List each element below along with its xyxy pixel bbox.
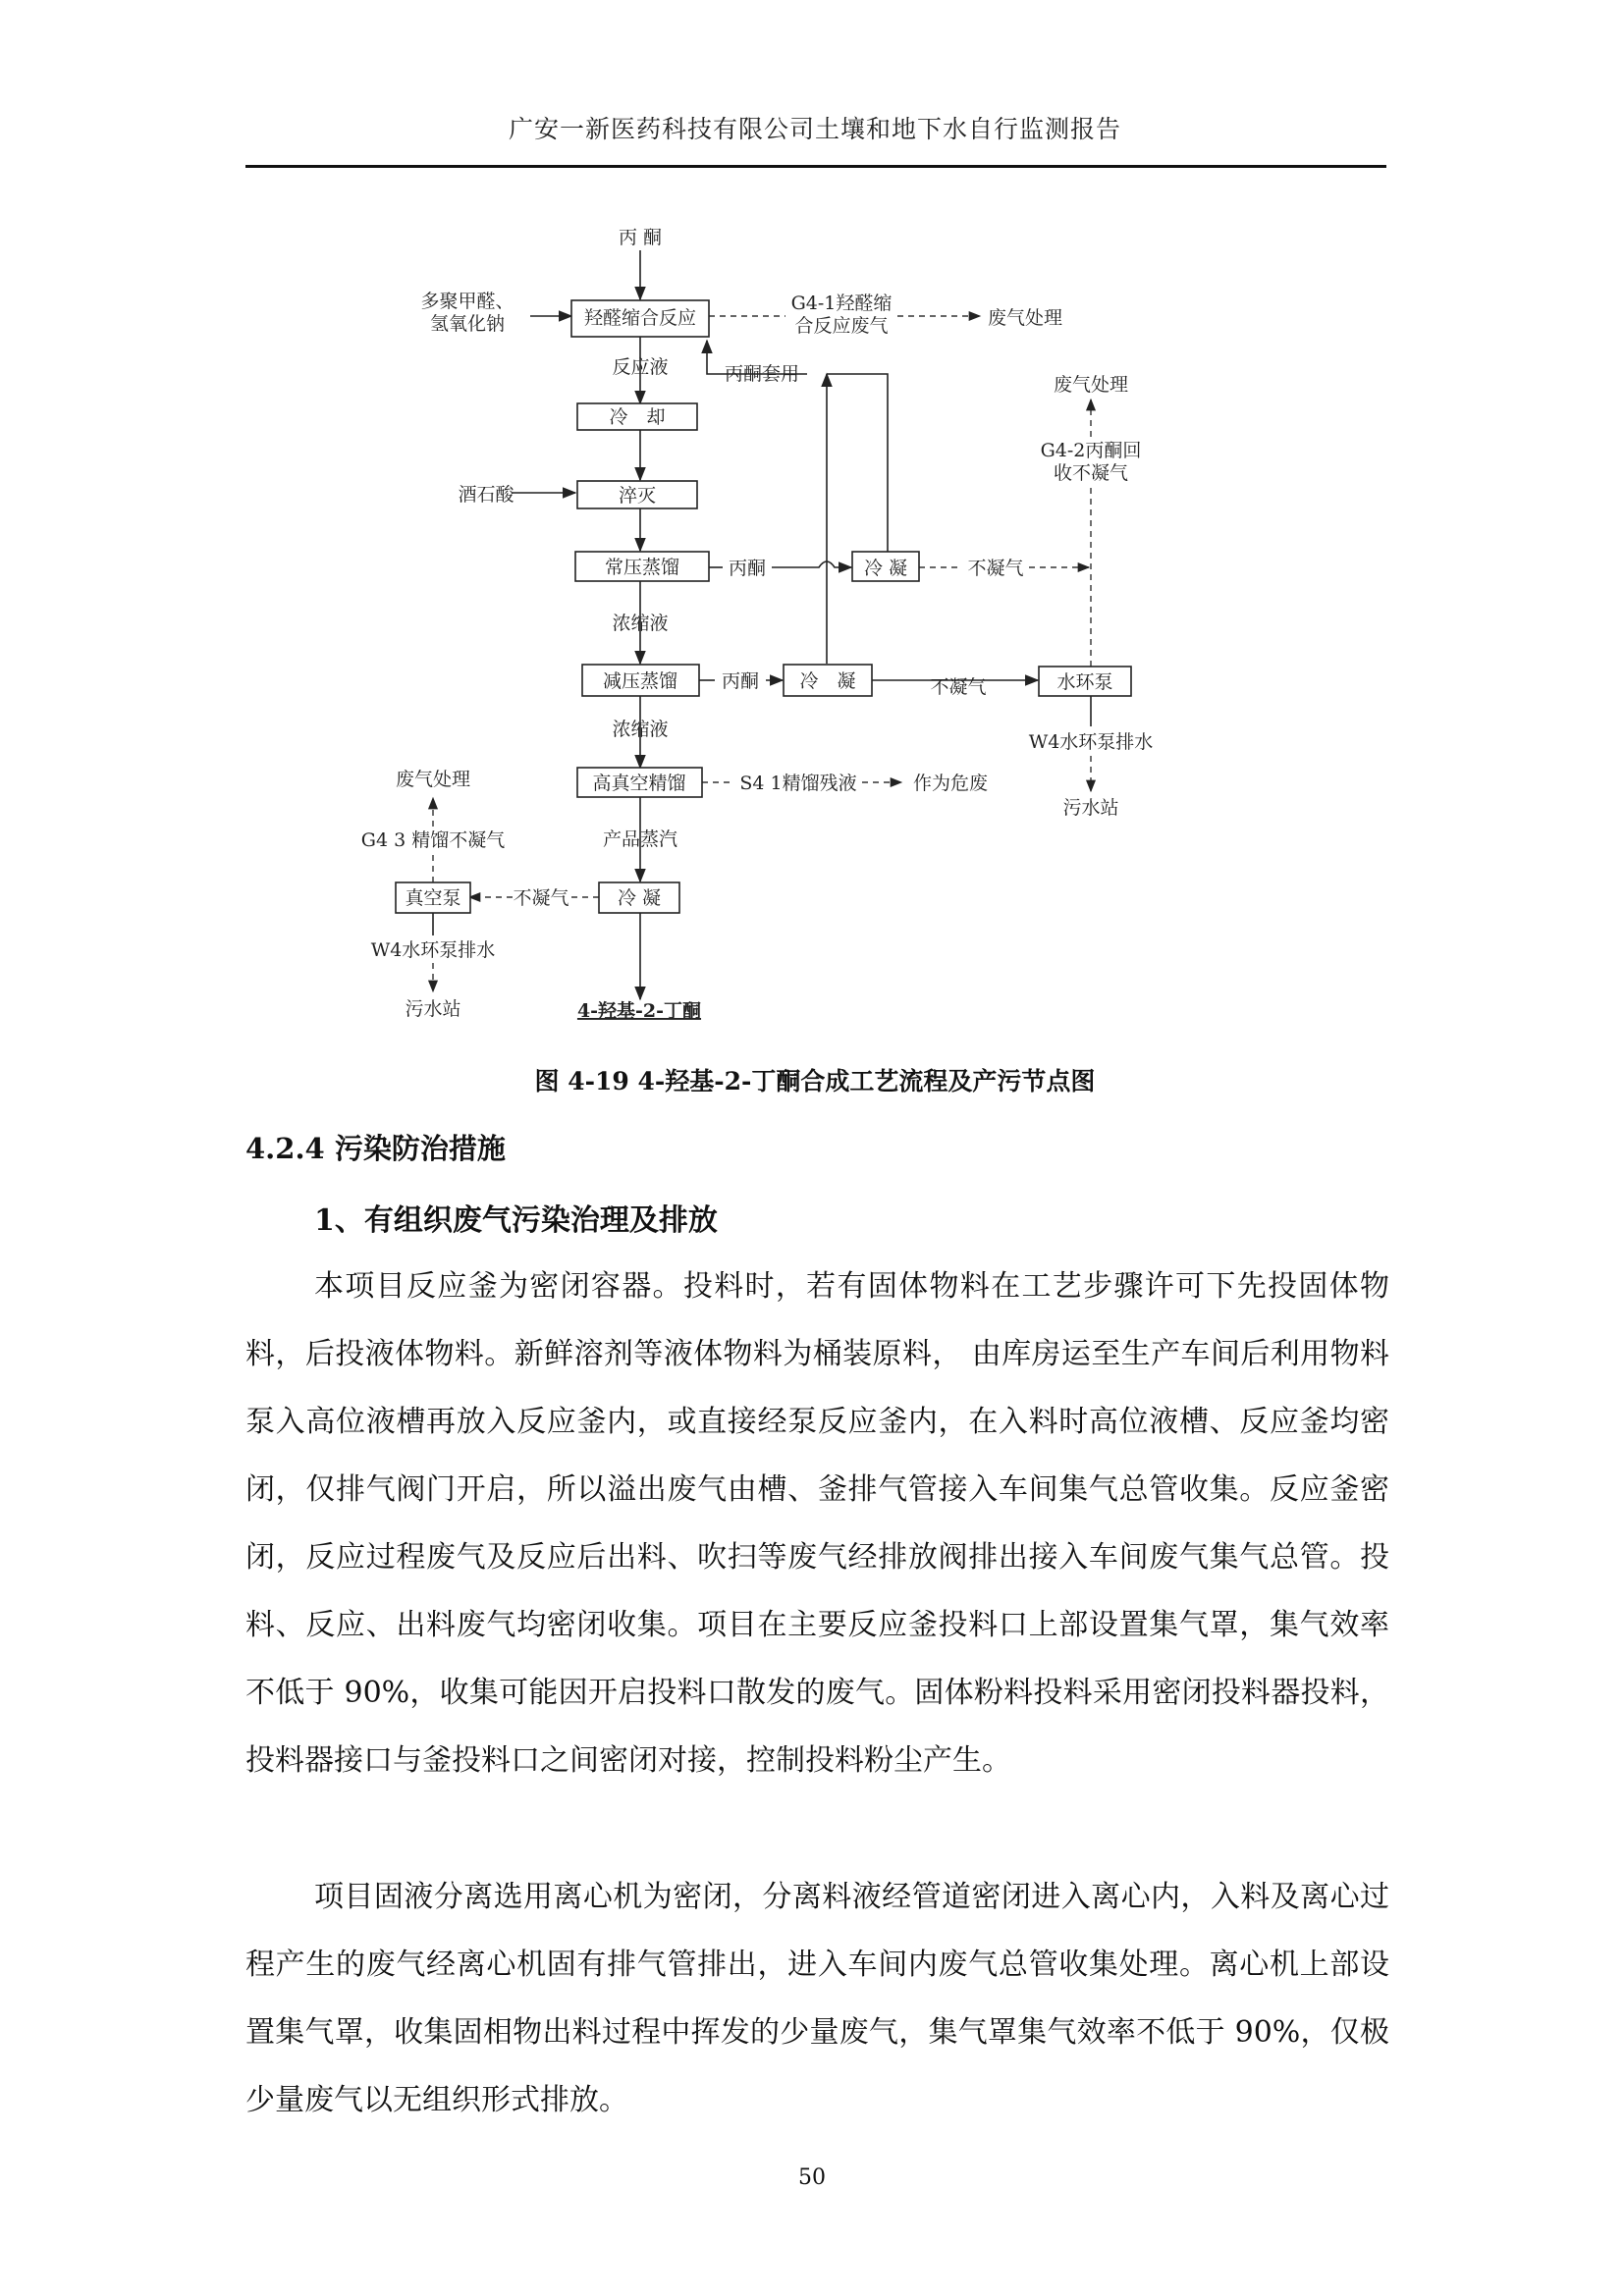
g43-label: G4 3 精馏不凝气 — [360, 829, 506, 851]
acetone-label: 丙酮 — [721, 670, 760, 692]
w4-drain-label: W4水环泵排水 — [1028, 731, 1154, 753]
atm-distillation-label: 常压蒸馏 — [604, 557, 680, 578]
quench-label: 淬灭 — [618, 485, 657, 507]
waste-gas-treatment-label: 废气处理 — [395, 769, 471, 790]
concentrate-label: 浓缩液 — [612, 719, 669, 740]
g41-label: G4-1羟醛缩 — [790, 293, 893, 314]
sewage-station-label: 污水站 — [1062, 797, 1119, 819]
aldol-reaction-label: 羟醛缩合反应 — [583, 307, 697, 329]
tartaric-acid-label: 酒石酸 — [458, 484, 514, 506]
condense-label: 冷 凝 — [617, 887, 662, 909]
hazardous-waste-label: 作为危废 — [912, 773, 989, 794]
final-product-label: 4-羟基-2-丁酮 — [576, 1000, 702, 1022]
g41-label: 合反应废气 — [794, 315, 889, 337]
acetone-input-label: 丙 酮 — [618, 227, 663, 248]
body-paragraph: 本项目反应釜为密闭容器。投料时，若有固体物料在工艺步骤许可下先投固体物料，后投液体物料。新鲜溶剂等液体物料为桶装原料， 由库房运至生产车间后利用物料泵入高位液槽再放入反应釜内，或直接经泵反应釜内，在入料时高位液槽、反应釜均密闭，仅排气阀门开启，所以溢出废气由槽、釜排气管接入车间集气总管收集。反应釜密闭，反应过程废气及反应后出料、吹扫等废气经排放阀排出接入车间废气集气总管。投料、反应、出料废气均密闭收集。项目在主要反应釜投料口上部设置集气罩，集气效率不低于 90%，收集可能因开启投料口散发的废气。固体粉料投料采用密闭投料器投料，投料器接口与釜投料口之间密闭对接，控制投料粉尘产生。 — [245, 1269, 1389, 1778]
concentrate-label: 浓缩液 — [612, 613, 669, 634]
noncondensable-label: 不凝气 — [513, 887, 569, 909]
waste-gas-treatment-label: 废气处理 — [987, 307, 1063, 329]
residue-label: S4 1精馏残液 — [739, 773, 857, 794]
recycle-line — [827, 374, 888, 552]
running-header: 广安一新医药科技有限公司土壤和地下水自行监测报告 — [508, 115, 1121, 143]
acetone-label: 丙酮 — [728, 558, 767, 579]
cooling-label: 冷 却 — [609, 406, 666, 428]
page-number: 50 — [798, 2165, 826, 2190]
vacuum-distillation-label: 减压蒸馏 — [602, 670, 678, 692]
section-heading: 4.2.4 污染防治措施 — [245, 1132, 506, 1165]
acetone-recycle-label: 丙酮套用 — [724, 363, 800, 385]
raw-feed-label: 多聚甲醛、 — [420, 291, 514, 312]
product-vapor-label: 产品蒸汽 — [602, 828, 678, 850]
water-ring-pump-label: 水环泵 — [1056, 671, 1113, 693]
sub-heading: 1、有组织废气污染治理及排放 — [314, 1203, 718, 1238]
acetone-line — [772, 561, 851, 567]
noncondensable-label: 不凝气 — [930, 676, 987, 698]
vacuum-pump-label: 真空泵 — [405, 887, 461, 909]
waste-gas-treatment-label: 废气处理 — [1053, 374, 1129, 396]
process-flow-diagram — [0, 0, 1624, 1050]
hv-rectification-label: 高真空精馏 — [592, 773, 686, 794]
raw-feed-label: 氢氧化钠 — [429, 313, 506, 335]
body-paragraph: 项目固液分离选用离心机为密闭，分离料液经管道密闭进入离心内，入料及离心过程产生的废气经离心机固有排气管排出，进入车间内废气总管收集处理。离心机上部设置集气罩，收集固相物出料过程中挥发的少量废气，集气罩集气效率不低于 90%，仅极少量废气以无组织形式排放。 — [245, 1880, 1389, 2117]
condense-label: 冷 凝 — [799, 670, 856, 692]
noncondensable-label: 不凝气 — [967, 558, 1024, 579]
condense-label: 冷 凝 — [863, 558, 908, 579]
reaction-liquid-label: 反应液 — [612, 356, 669, 378]
sewage-station-label: 污水站 — [405, 998, 461, 1020]
w4-drain-label: W4水环泵排水 — [370, 939, 496, 961]
g42-label: 收不凝气 — [1053, 462, 1129, 484]
g42-label: G4-2丙酮回 — [1040, 440, 1142, 461]
figure-caption: 图 4-19 4-羟基-2-丁酮合成工艺流程及产污节点图 — [534, 1067, 1096, 1095]
